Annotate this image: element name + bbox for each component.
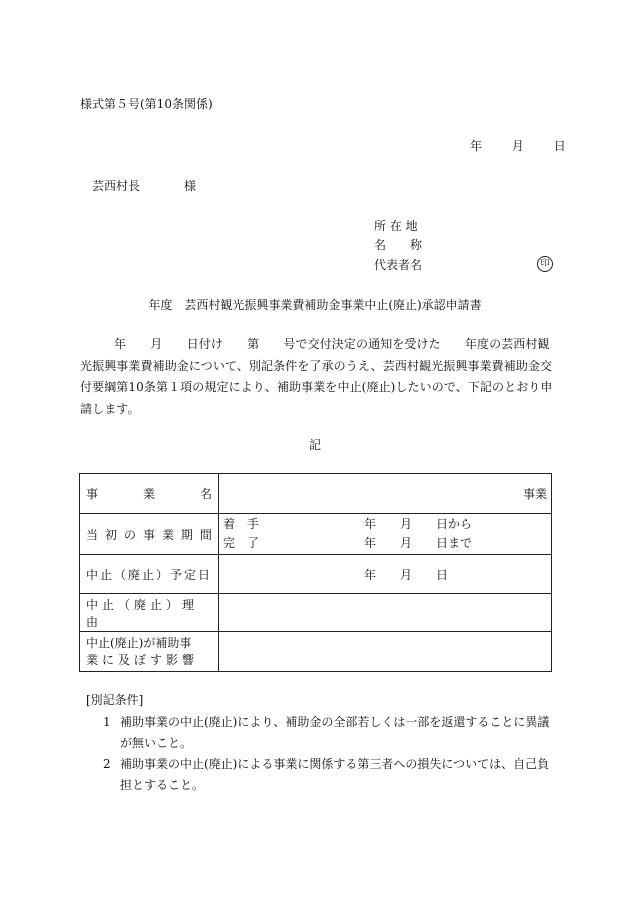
table-row <box>80 514 552 555</box>
ki-heading: 記 <box>308 438 321 452</box>
addressee-honorific: 様 <box>184 179 197 193</box>
cancel-reason-label <box>80 594 219 632</box>
table-row <box>80 594 552 632</box>
cancel-date-label <box>80 555 219 594</box>
cancel-date-value-text: 年 月 日 <box>364 567 449 582</box>
project-name-value: 事業 <box>219 474 552 514</box>
sender-address-label: 所 在 地 <box>374 219 418 233</box>
seal-mark: 印 <box>537 256 553 272</box>
conditions-heading: [別記条件] <box>86 693 144 707</box>
application-date <box>470 138 566 154</box>
end-value: 年 月 日まで <box>364 536 473 550</box>
project-name-label-text: 事 業 名 <box>86 487 212 501</box>
addressee: 芸西村長 <box>92 179 141 193</box>
project-name-label <box>80 474 219 514</box>
form-number: 様式第５号(第10条関係) <box>80 97 213 111</box>
date-year: 年 <box>470 139 483 153</box>
condition-text: 補助事業の中止(廃止)による事業に関係する第三者への損失については、自己負担とすること。 <box>120 757 550 792</box>
original-period-label-text: 当 初 の 事 業 期 間 <box>86 527 212 542</box>
date-month: 月 <box>511 139 524 153</box>
sender-name-label: 名 称 <box>374 238 423 252</box>
impact-value <box>219 632 552 672</box>
original-period-label <box>80 514 219 555</box>
cancel-date-label-text: 中止（廃止）予定日 <box>86 567 213 582</box>
body-paragraph-text: 年 月 日付け 第 号で交付決定の通知を受けた 年度の芸西村観光振興事業費補助金について、別記条件を了承のうえ、芸西村観光振興事業費補助金交付要綱第10条第１項の規定により、補助事業を中止(廃止)したいので、下記のとおり申請します。 <box>80 337 553 416</box>
condition-number: 2 <box>103 757 111 771</box>
details-table <box>79 473 552 672</box>
date-day: 日 <box>553 139 566 153</box>
end-label: 完 了 <box>223 536 260 550</box>
start-value: 年 月 日から <box>364 517 473 531</box>
body-paragraph <box>80 334 554 420</box>
cancel-date-value <box>219 555 552 594</box>
condition-item <box>103 712 553 754</box>
impact-label-line1: 中止(廃止)が補助事 <box>86 635 192 650</box>
original-period-value <box>219 514 552 555</box>
table-row <box>80 474 552 514</box>
condition-item <box>103 754 553 796</box>
table-row <box>80 632 552 672</box>
impact-label-line2: 業に及ぼす影響 <box>86 652 199 667</box>
impact-label <box>80 632 219 672</box>
document-title: 年度 芸西村観光振興事業費補助金事業中止(廃止)承認申請書 <box>148 298 482 312</box>
table-row <box>80 555 552 594</box>
sender-representative-label: 代表者名 <box>374 258 423 272</box>
condition-number: 1 <box>103 715 111 729</box>
cancel-reason-value <box>219 594 552 632</box>
cancel-reason-label-text: 中止（廃止）理由 <box>86 597 199 629</box>
start-label: 着 手 <box>223 517 260 531</box>
condition-text: 補助事業の中止(廃止)により、補助金の全部若しくは一部を返還することに異議が無いこと。 <box>120 715 550 750</box>
